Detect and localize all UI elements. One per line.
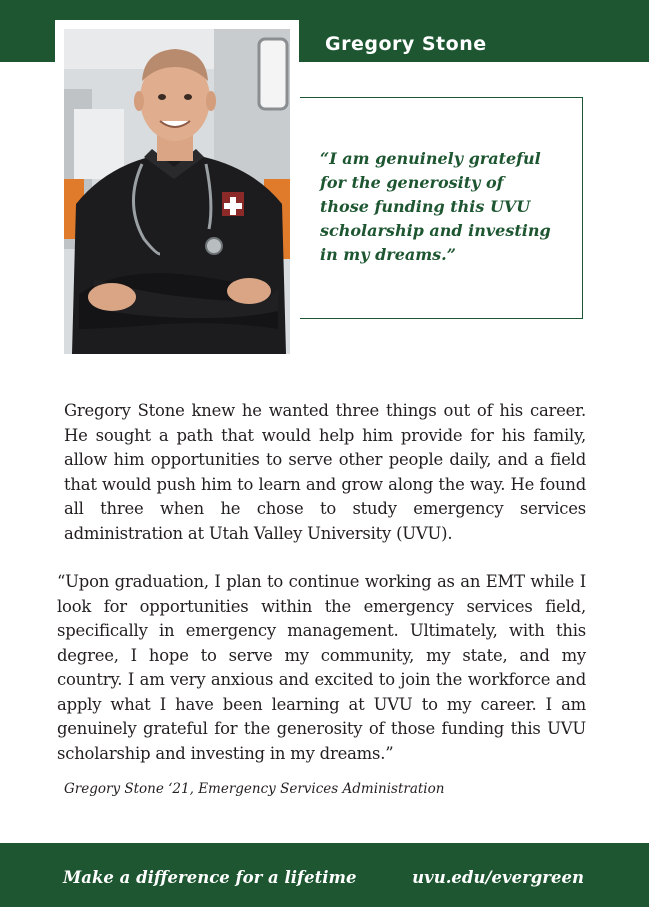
portrait-illustration <box>64 29 290 354</box>
page-title: Gregory Stone <box>325 33 487 55</box>
footer-band <box>0 843 649 907</box>
quote-attribution: Gregory Stone ‘21, Emergency Services Administration <box>64 781 445 797</box>
footer-url[interactable]: uvu.edu/evergreen <box>412 868 584 887</box>
footer-tagline: Make a difference for a lifetime <box>63 868 357 887</box>
photo-frame <box>55 20 299 362</box>
bio-paragraph: Gregory Stone knew he wanted three things out of his career. He sought a path that would help him provide for his family, allow him opportunities to serve other people daily, and a field that would push him to learn and grow along the way. He found all three when he chose to study emergency services administration at Utah Valley University (UVU). <box>64 401 586 543</box>
pull-quote-box <box>300 97 583 319</box>
pull-quote: “I am genuinely grateful for the generosity of those funding this UVU scholarship and investing in my dreams.” <box>320 149 551 264</box>
portrait-photo <box>64 29 290 354</box>
testimonial-quote: “Upon graduation, I plan to continue working as an EMT while I look for opportunities within the emergency services field, specifically in emergency management. Ultimately, with this degree, I hope to serve my community, my state, and my country. I am very anxious and excited to join the workforce and apply what I have been learning at UVU to my career. I am genuinely grateful for the generosity of those funding this UVU scholarship and investing in my dreams.” <box>57 572 586 763</box>
